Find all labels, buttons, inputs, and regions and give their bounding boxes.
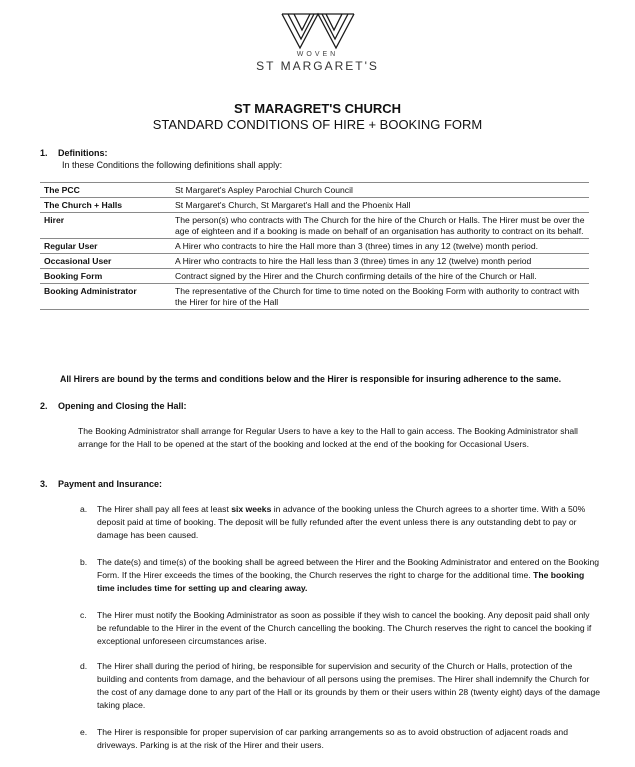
definition-meaning: Contract signed by the Hirer and the Church confirming details of the hire of the Church or Hall.: [171, 269, 589, 284]
item-letter: c.: [80, 610, 87, 620]
bound-statement: All Hirers are bound by the terms and conditions below and the Hirer is responsible for insuring adherence to the same.: [60, 374, 562, 384]
item-letter: b.: [80, 557, 88, 567]
opening-paragraph: The Booking Administrator shall arrange for Regular Users to have a key to the Hall to gain access. The Booking Administrator shall arrange for the Hall to be opened at the start of the booking and locked at the end of the booking for Occasional Users.: [78, 426, 578, 449]
definition-meaning: A Hirer who contracts to hire the Hall more than 3 (three) times in any 12 (twelve) month period.: [171, 239, 589, 254]
document-title: ST MARAGRET'S CHURCH: [233, 101, 402, 116]
definition-meaning: The person(s) who contracts with The Church for the hire of the Church or Halls. The Hirer must be over the age of eighteen and if a booking is made on behalf of an organisation has authority to contract on its behalf.: [171, 213, 589, 239]
definition-meaning: A Hirer who contracts to hire the Hall less than 3 (three) times in any 12 (twelve) month period: [171, 254, 589, 269]
item-text: The Hirer is responsible for proper supervision of car parking arrangements so as to avoid obstruction of adjacent roads and driveways. Parking is at the risk of the Hirer and their users.: [97, 727, 568, 750]
logo: [0, 12, 635, 73]
definition-term: The PCC: [40, 183, 171, 198]
logo-subtitle: WOVEN: [296, 51, 339, 58]
item-letter: a.: [80, 504, 88, 514]
table-row: [40, 213, 589, 239]
table-row: [40, 269, 589, 284]
table-row: [40, 183, 589, 198]
payment-item-a: [80, 503, 600, 542]
definition-term: Regular User: [40, 239, 171, 254]
table-row: [40, 198, 589, 213]
definition-meaning: The representative of the Church for time to time noted on the Booking Form with authority to contract with the Hirer for hire of the Hall: [171, 284, 589, 310]
section-label: Definitions:: [58, 148, 108, 158]
document-subtitle: STANDARD CONDITIONS OF HIRE + BOOKING FORM: [152, 117, 483, 132]
definition-meaning: St Margaret's Aspley Parochial Church Council: [171, 183, 589, 198]
section-number: 3.: [40, 479, 48, 489]
item-text: The Hirer shall during the period of hiring, be responsible for supervision and security of the Church or Halls, protection of the building and contents from damage, and the behaviour of all persons using the premises. The Hirer shall indemnify the Church for the cost of any damage done to any part of the Hall or its grounds by them or their users within 28 (twenty eight) days of the damage taking place.: [97, 661, 601, 710]
payment-item-b: [80, 556, 600, 595]
definition-meaning: St Margaret's Church, St Margaret's Hall and the Phoenix Hall: [171, 198, 589, 213]
table-row: [40, 239, 589, 254]
definitions-table: [40, 182, 589, 310]
item-text: The date(s) and time(s) of the booking shall be agreed between the Hirer and the Booking Administrator and entered on the Booking Form. If the Hirer exceeds the times of the booking, the Church reserves the right to charge for the additional time. The booking time includes time for setting up and clearing away.: [97, 557, 600, 593]
section-label: Opening and Closing the Hall:: [58, 401, 187, 411]
definition-term: Booking Form: [40, 269, 171, 284]
section-label: Payment and Insurance:: [58, 479, 163, 489]
definition-term: Booking Administrator: [40, 284, 171, 310]
definition-term: The Church + Halls: [40, 198, 171, 213]
section-number: 1.: [40, 148, 48, 158]
item-letter: d.: [80, 661, 88, 671]
section-number: 2.: [40, 401, 48, 411]
payment-item-c: [80, 609, 600, 648]
definition-term: Occasional User: [40, 254, 171, 269]
table-row: [40, 284, 589, 310]
item-letter: e.: [80, 727, 88, 737]
item-text: The Hirer shall pay all fees at least six weeks in advance of the booking unless the Church agrees to a shorter time. With a 50% deposit paid at time of booking. The deposit will be fully refunded after the event unless there is any outstanding debt to pay or damage has been caused.: [97, 504, 586, 540]
logo-name: ST MARGARET'S: [256, 59, 379, 73]
table-row: [40, 254, 589, 269]
item-text: The Hirer must notify the Booking Administrator as soon as possible if they wish to cancel the booking. Any deposit paid shall only be refundable to the Hirer in the event of the Church cancelling the booking. The Church reserves the right to cancel the booking if exceptional unforeseen circumstances arise.: [97, 610, 592, 646]
payment-item-d: [80, 660, 600, 712]
payment-item-e: [80, 726, 600, 752]
definition-term: Hirer: [40, 213, 171, 239]
woven-logo-mark: [280, 12, 356, 50]
definitions-intro: In these Conditions the following definitions shall apply:: [62, 160, 283, 170]
